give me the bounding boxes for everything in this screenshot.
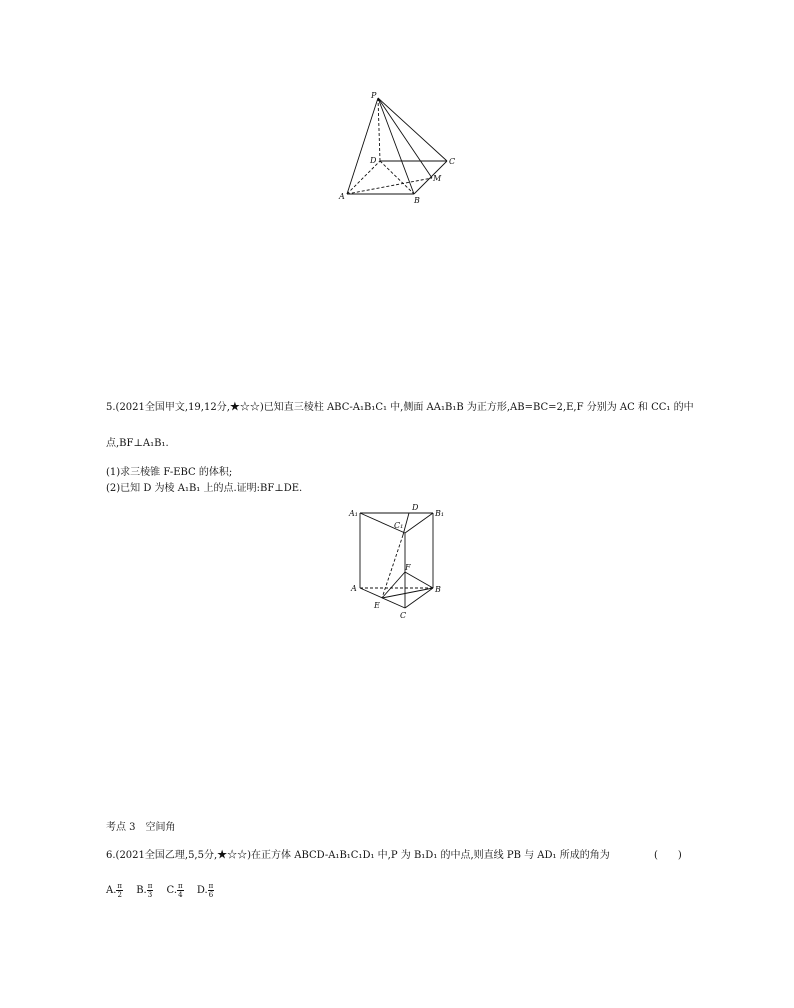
label-C: C (449, 157, 456, 166)
edge-DB (380, 161, 414, 194)
label-B: B (414, 196, 420, 205)
label-A: A (339, 192, 345, 201)
section-title: 考点 3 空间角 (106, 822, 176, 833)
edge-PB (378, 98, 414, 194)
label-D: D (412, 503, 419, 512)
edge-D-line (403, 513, 409, 535)
label-B1: B₁ (435, 509, 445, 518)
option-b: B. $\frac{\pi}{3}$ (136, 882, 153, 899)
edge-C1B1 (405, 513, 433, 533)
label-P: P (371, 91, 377, 100)
label-B: B (435, 585, 441, 594)
problem5-line1: 5.(2021全国甲文,19,12分,★☆☆)已知直三棱柱 ABC-A₁B₁C₁ 中,侧面 AA₁B₁B 为正方形,AB=BC=2,E,F 分别为 AC 和 CC₁ 的中 (106, 402, 694, 413)
label-C: C (400, 611, 407, 620)
edge-AM (347, 178, 432, 194)
edge-PA (347, 98, 378, 194)
problem6-answer-bracket: ( ) (654, 850, 682, 861)
label-A1: A₁ (349, 509, 358, 518)
label-M: M (433, 174, 442, 183)
option-a-fraction: $\frac{\pi}{2}$ (117, 882, 123, 899)
option-a: A. $\frac{\pi}{2}$ (106, 882, 123, 899)
label-D: D (370, 156, 377, 165)
problem6-stem: 6.(2021全国乙理,5,5分,★☆☆)在正方体 ABCD-A₁B₁C₁D₁ 中,P 为 B₁D₁ 的中点,则直线 PB 与 AD₁ 所成的角为 (106, 850, 610, 861)
pyramid-figure (330, 88, 470, 208)
label-E: E (374, 601, 380, 610)
label-C1: C₁ (394, 521, 404, 530)
problem5-part2: (2)已知 D 为棱 A₁B₁ 上的点.证明:BF⊥DE. (106, 483, 303, 494)
problem6-options (106, 882, 214, 899)
edge-PC (378, 98, 447, 161)
edge-DE (382, 535, 403, 598)
problem5-part1: (1)求三棱锥 F-EBC 的体积; (106, 467, 233, 478)
edge-PM (378, 98, 432, 178)
option-d: D. $\frac{\pi}{6}$ (196, 882, 214, 899)
prism-figure (345, 500, 455, 625)
problem5-line2: 点,BF⊥A₁B₁. (106, 438, 169, 449)
edge-PD (378, 98, 380, 161)
option-b-fraction: $\frac{\pi}{3}$ (147, 882, 153, 899)
option-c: C. $\frac{\pi}{4}$ (166, 882, 183, 899)
option-c-fraction: $\frac{\pi}{4}$ (178, 882, 183, 899)
edge-BC (414, 161, 447, 194)
edge-FB (405, 572, 433, 588)
label-A: A (351, 584, 357, 593)
option-d-fraction: $\frac{\pi}{6}$ (208, 882, 214, 899)
label-F: F (405, 563, 411, 572)
